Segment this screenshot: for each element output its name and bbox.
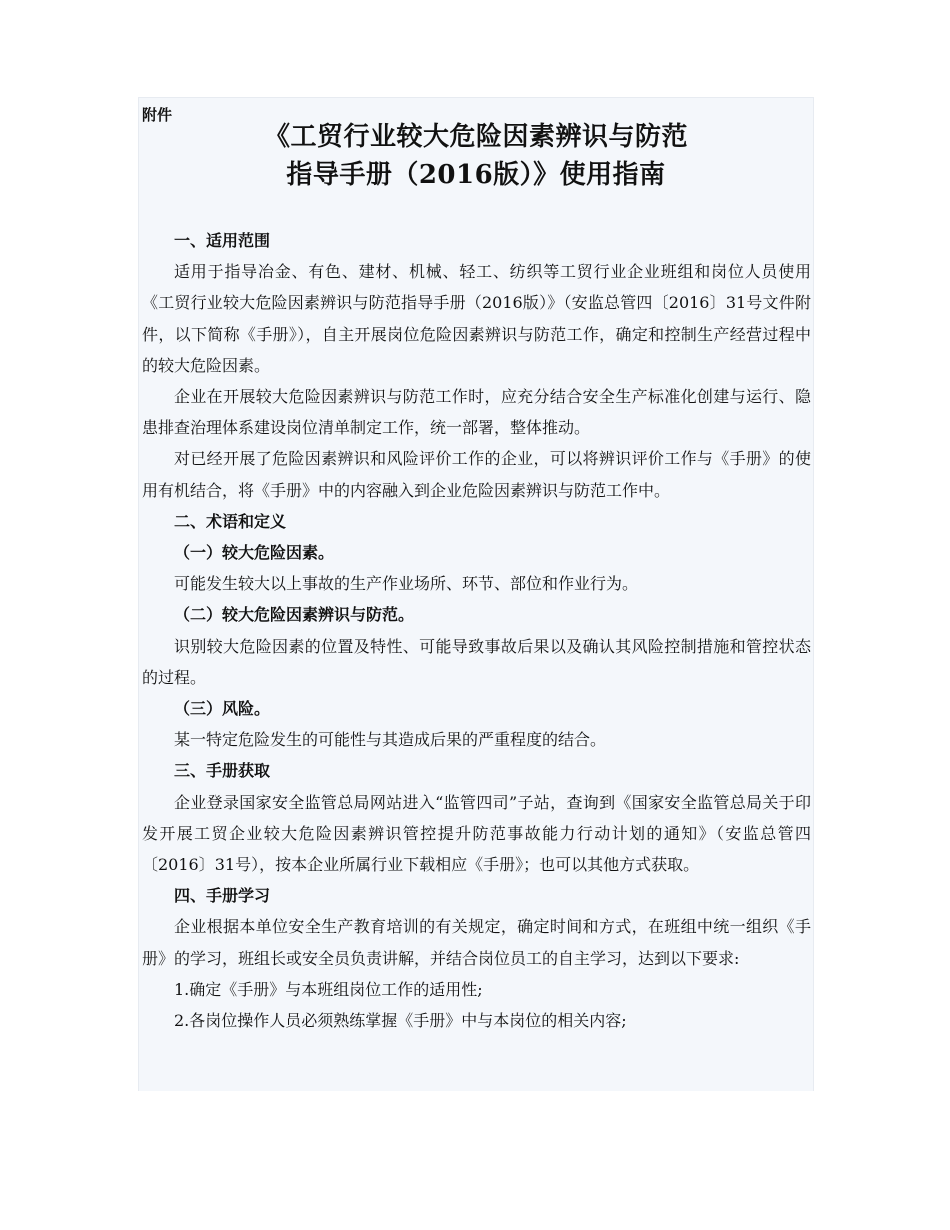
section-heading-obtain: 三、手册获取 <box>174 761 271 781</box>
title-line-1: 《工贸行业较大危险因素辨识与防范 <box>263 122 688 152</box>
section-heading-scope: 一、适用范围 <box>174 231 271 250</box>
term-heading: （一）较大危险因素。 <box>174 543 335 563</box>
document-body <box>142 225 811 1036</box>
document-page <box>138 97 814 1091</box>
attachment-label: 附件 <box>142 106 173 124</box>
section-heading-study: 四、手册学习 <box>174 886 271 906</box>
paragraph: 某一特定危险发生的可能性与其造成后果的严重程度的结合。 <box>174 730 607 750</box>
list-item: 1.确定《手册》与本班组岗位工作的适用性; <box>174 979 483 999</box>
paragraph: 企业根据本单位安全生产教育培训的有关规定，确定时间和方式，在班组中统一组织《手册》的学习，班组长或安全员负责讲解，并结合岗位员工的自主学习，达到以下要求: <box>142 917 811 968</box>
paragraph: 企业在开展较大危险因素辨识与防范工作时，应充分结合安全生产标准化创建与运行、隐患排查治理体系建设岗位清单制定工作，统一部署，整体推动。 <box>142 387 811 438</box>
term-heading: （三）风险。 <box>174 699 271 719</box>
section-heading-terms: 二、术语和定义 <box>174 511 287 531</box>
paragraph: 对已经开展了危险因素辨识和风险评价工作的企业，可以将辨识评价工作与《手册》的使用有机结合，将《手册》中的内容融入到企业危险因素辨识与防范工作中。 <box>142 449 811 500</box>
document-title <box>139 118 813 194</box>
paragraph: 企业登录国家安全监管总局网站进入“监管四司”子站，查询到《国家安全监管总局关于印发开展工贸企业较大危险因素辨识管控提升防范事故能力行动计划的通知》（安监总管四〔2016〕31号），按本企业所属行业下载相应《手册》；也可以其他方式获取。 <box>142 792 811 875</box>
title-line-2: 指导手册（2016版）》使用指南 <box>286 160 666 190</box>
paragraph: 可能发生较大以上事故的生产作业场所、环节、部位和作业行为。 <box>174 574 639 594</box>
list-item: 2.各岗位操作人员必须熟练掌握《手册》中与本岗位的相关内容; <box>174 1011 627 1031</box>
term-heading: （二）较大危险因素辨识与防范。 <box>174 605 415 625</box>
paragraph: 识别较大危险因素的位置及特性、可能导致事故后果以及确认其风险控制措施和管控状态的过程。 <box>142 636 811 687</box>
paragraph: 适用于指导冶金、有色、建材、机械、轻工、纺织等工贸行业企业班组和岗位人员使用《工贸行业较大危险因素辨识与防范指导手册（2016版）》（安监总管四〔2016〕31号文件附件，以下简称《手册》），自主开展岗位危险因素辨识与防范工作，确定和控制生产经营过程中的较大危险因素。 <box>142 262 811 375</box>
